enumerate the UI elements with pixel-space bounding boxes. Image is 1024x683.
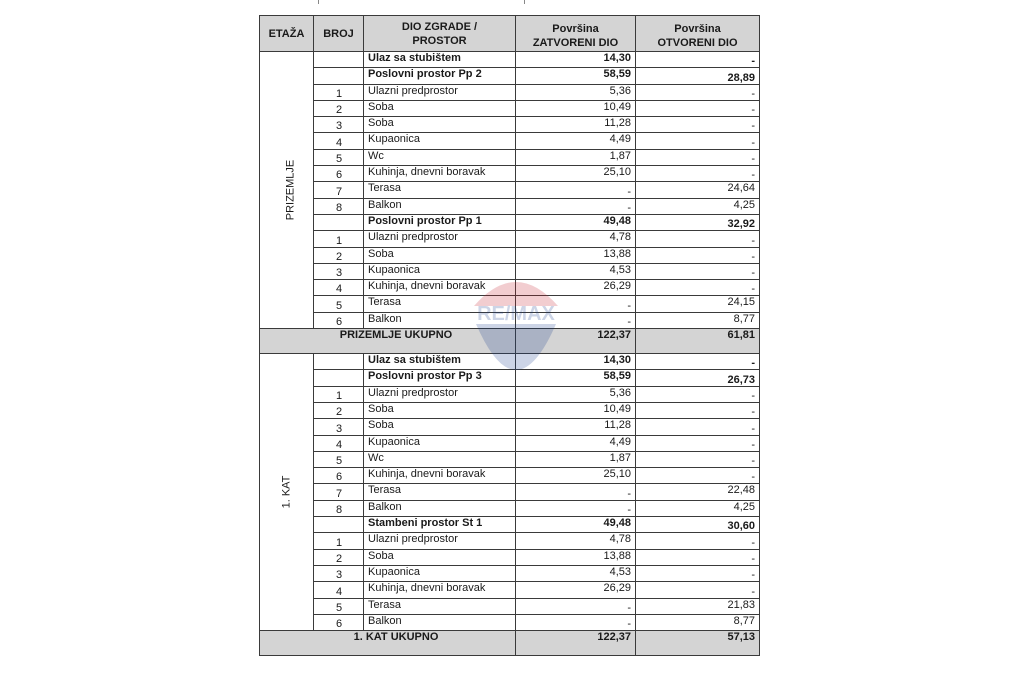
table-row (260, 247, 760, 263)
table-row (260, 517, 760, 533)
dio-cell: Terasa (364, 484, 516, 500)
broj-cell: 6 (314, 468, 364, 484)
broj-cell: 6 (314, 312, 364, 328)
dio-cell: Soba (364, 247, 516, 263)
dio-cell: Soba (364, 100, 516, 116)
total-zatvoreni: 122,37 (516, 329, 636, 354)
broj-cell: 3 (314, 263, 364, 279)
dio-cell: Soba (364, 402, 516, 418)
otvoreni-cell: - (636, 451, 760, 467)
header-otvoreni (636, 16, 760, 52)
dio-cell: Poslovni prostor Pp 2 (364, 68, 516, 84)
table-row (260, 435, 760, 451)
broj-cell: 5 (314, 149, 364, 165)
broj-cell: 4 (314, 133, 364, 149)
otvoreni-cell: - (636, 386, 760, 402)
total-row (260, 329, 760, 354)
broj-cell: 4 (314, 582, 364, 598)
table-row (260, 598, 760, 614)
otvoreni-cell: - (636, 533, 760, 549)
otvoreni-cell: 4,25 (636, 500, 760, 516)
otvoreni-cell: - (636, 84, 760, 100)
table-header (260, 16, 760, 52)
header-dio-line2: PROSTOR (412, 34, 467, 47)
zatvoreni-cell: - (516, 614, 636, 630)
broj-cell: 3 (314, 565, 364, 581)
zatvoreni-cell: 1,87 (516, 149, 636, 165)
otvoreni-cell: - (636, 247, 760, 263)
table-row (260, 133, 760, 149)
zatvoreni-cell: 11,28 (516, 117, 636, 133)
otvoreni-cell: - (636, 549, 760, 565)
zatvoreni-cell: - (516, 198, 636, 214)
table-row (260, 198, 760, 214)
zatvoreni-cell: 4,78 (516, 231, 636, 247)
total-zatvoreni: 122,37 (516, 631, 636, 656)
dio-cell: Ulazni predprostor (364, 386, 516, 402)
otvoreni-cell: - (636, 133, 760, 149)
zatvoreni-cell: 26,29 (516, 582, 636, 598)
table-row (260, 484, 760, 500)
table-row (260, 231, 760, 247)
broj-cell: 6 (314, 614, 364, 630)
zatvoreni-cell: 58,59 (516, 370, 636, 386)
table-row (260, 386, 760, 402)
dio-cell: Kuhinja, dnevni boravak (364, 582, 516, 598)
otvoreni-cell: - (636, 280, 760, 296)
otvoreni-cell: - (636, 402, 760, 418)
table-row (260, 419, 760, 435)
otvoreni-cell: 24,15 (636, 296, 760, 312)
table-row (260, 533, 760, 549)
otvoreni-cell: - (636, 263, 760, 279)
header-dio-zgrade (364, 16, 516, 52)
broj-cell: 2 (314, 247, 364, 263)
area-table-sheet (259, 15, 759, 656)
table-body (260, 52, 760, 656)
zatvoreni-cell: 11,28 (516, 419, 636, 435)
zatvoreni-cell: 1,87 (516, 451, 636, 467)
broj-cell: 2 (314, 549, 364, 565)
dio-cell: Kuhinja, dnevni boravak (364, 280, 516, 296)
otvoreni-cell: 4,25 (636, 198, 760, 214)
edge-tick (318, 0, 319, 4)
broj-cell: 2 (314, 100, 364, 116)
dio-cell: Terasa (364, 182, 516, 198)
dio-cell: Poslovni prostor Pp 1 (364, 214, 516, 230)
header-otv-line2: OTVORENI DIO (657, 37, 738, 49)
header-dio-line1: DIO ZGRADE / (401, 20, 478, 33)
table-row (260, 468, 760, 484)
broj-cell (314, 68, 364, 84)
table-row (260, 166, 760, 182)
broj-cell: 8 (314, 500, 364, 516)
zatvoreni-cell: 49,48 (516, 214, 636, 230)
zatvoreni-cell: 4,53 (516, 263, 636, 279)
zatvoreni-cell: 25,10 (516, 166, 636, 182)
broj-cell (314, 214, 364, 230)
dio-cell: Kupaonica (364, 435, 516, 451)
dio-cell: Wc (364, 149, 516, 165)
otvoreni-cell: - (636, 52, 760, 68)
broj-cell (314, 517, 364, 533)
otvoreni-cell: - (636, 435, 760, 451)
otvoreni-cell: 26,73 (636, 370, 760, 386)
dio-cell: Stambeni prostor St 1 (364, 517, 516, 533)
otvoreni-cell: 8,77 (636, 614, 760, 630)
table-row (260, 52, 760, 68)
total-otvoreni: 57,13 (636, 631, 760, 656)
dio-cell: Soba (364, 549, 516, 565)
total-row (260, 631, 760, 656)
otvoreni-cell: - (636, 100, 760, 116)
zatvoreni-cell: 58,59 (516, 68, 636, 84)
broj-cell (314, 354, 364, 370)
header-otv-line1: Površina (674, 23, 721, 35)
otvoreni-cell: 22,48 (636, 484, 760, 500)
otvoreni-cell: 30,60 (636, 517, 760, 533)
zatvoreni-cell: 13,88 (516, 549, 636, 565)
table-row (260, 500, 760, 516)
broj-cell: 4 (314, 280, 364, 296)
zatvoreni-cell: - (516, 484, 636, 500)
dio-cell: Kupaonica (364, 133, 516, 149)
watermark-text: RE/MAX (477, 303, 555, 325)
zatvoreni-cell: - (516, 598, 636, 614)
dio-cell: Kupaonica (364, 263, 516, 279)
zatvoreni-cell: - (516, 182, 636, 198)
broj-cell (314, 52, 364, 68)
otvoreni-cell: - (636, 582, 760, 598)
zatvoreni-cell: 14,30 (516, 52, 636, 68)
broj-cell: 1 (314, 231, 364, 247)
broj-cell: 5 (314, 451, 364, 467)
zatvoreni-cell: 25,10 (516, 468, 636, 484)
dio-cell: Terasa (364, 598, 516, 614)
broj-cell: 8 (314, 198, 364, 214)
dio-cell: Kuhinja, dnevni boravak (364, 166, 516, 182)
table-row (260, 182, 760, 198)
broj-cell: 7 (314, 484, 364, 500)
broj-cell: 5 (314, 296, 364, 312)
header-zat-line2: ZATVORENI DIO (532, 37, 619, 49)
edge-tick (524, 0, 525, 4)
header-zat-line1: Površina (552, 23, 599, 35)
otvoreni-cell: - (636, 565, 760, 581)
dio-cell: Wc (364, 451, 516, 467)
table-row (260, 614, 760, 630)
dio-cell: Ulazni predprostor (364, 231, 516, 247)
otvoreni-cell: 24,64 (636, 182, 760, 198)
broj-cell: 6 (314, 166, 364, 182)
zatvoreni-cell: - (516, 296, 636, 312)
otvoreni-cell: - (636, 117, 760, 133)
zatvoreni-cell: 13,88 (516, 247, 636, 263)
table-row (260, 100, 760, 116)
broj-cell: 4 (314, 435, 364, 451)
dio-cell: Soba (364, 419, 516, 435)
otvoreni-cell: - (636, 149, 760, 165)
zatvoreni-cell: 49,48 (516, 517, 636, 533)
area-table (259, 15, 760, 656)
dio-cell: Ulazni predprostor (364, 84, 516, 100)
otvoreni-cell: - (636, 166, 760, 182)
top-edge-marks (0, 0, 1024, 8)
total-otvoreni: 61,81 (636, 329, 760, 354)
otvoreni-cell: - (636, 354, 760, 370)
zatvoreni-cell: 5,36 (516, 386, 636, 402)
table-row (260, 451, 760, 467)
otvoreni-cell: 8,77 (636, 312, 760, 328)
table-row (260, 312, 760, 328)
broj-cell: 1 (314, 533, 364, 549)
dio-cell: Ulaz sa stubištem (364, 52, 516, 68)
dio-cell: Balkon (364, 198, 516, 214)
table-row (260, 402, 760, 418)
broj-cell: 3 (314, 419, 364, 435)
table-row (260, 214, 760, 230)
table-row (260, 370, 760, 386)
table-row (260, 582, 760, 598)
broj-cell: 2 (314, 402, 364, 418)
dio-cell: Terasa (364, 296, 516, 312)
otvoreni-cell: 32,92 (636, 214, 760, 230)
dio-cell: Kuhinja, dnevni boravak (364, 468, 516, 484)
table-row (260, 149, 760, 165)
otvoreni-cell: - (636, 231, 760, 247)
otvoreni-cell: - (636, 419, 760, 435)
zatvoreni-cell: 14,30 (516, 354, 636, 370)
etaza-label: 1. KAT (280, 475, 293, 509)
table-row (260, 354, 760, 370)
zatvoreni-cell: - (516, 500, 636, 516)
header-etaza: ETAŽA (260, 16, 314, 52)
total-label: PRIZEMLJE UKUPNO (260, 329, 516, 354)
header-zatvoreni (516, 16, 636, 52)
broj-cell: 7 (314, 182, 364, 198)
zatvoreni-cell: 10,49 (516, 402, 636, 418)
etaza-label: PRIZEMLJE (284, 159, 297, 221)
total-label: 1. KAT UKUPNO (260, 631, 516, 656)
otvoreni-cell: - (636, 468, 760, 484)
dio-cell: Poslovni prostor Pp 3 (364, 370, 516, 386)
table-row (260, 68, 760, 84)
zatvoreni-cell: 10,49 (516, 100, 636, 116)
broj-cell: 5 (314, 598, 364, 614)
table-row (260, 565, 760, 581)
zatvoreni-cell: 4,49 (516, 133, 636, 149)
table-row (260, 280, 760, 296)
dio-cell: Ulazni predprostor (364, 533, 516, 549)
zatvoreni-cell: - (516, 312, 636, 328)
dio-cell: Balkon (364, 312, 516, 328)
broj-cell: 1 (314, 84, 364, 100)
table-row (260, 117, 760, 133)
otvoreni-cell: 28,89 (636, 68, 760, 84)
table-row (260, 263, 760, 279)
zatvoreni-cell: 5,36 (516, 84, 636, 100)
table-row (260, 84, 760, 100)
zatvoreni-cell: 26,29 (516, 280, 636, 296)
dio-cell: Soba (364, 117, 516, 133)
etaza-cell (260, 52, 314, 329)
table-row (260, 549, 760, 565)
dio-cell: Balkon (364, 614, 516, 630)
table-row (260, 296, 760, 312)
dio-cell: Balkon (364, 500, 516, 516)
broj-cell: 1 (314, 386, 364, 402)
zatvoreni-cell: 4,78 (516, 533, 636, 549)
zatvoreni-cell: 4,49 (516, 435, 636, 451)
otvoreni-cell: 21,83 (636, 598, 760, 614)
broj-cell (314, 370, 364, 386)
broj-cell: 3 (314, 117, 364, 133)
dio-cell: Ulaz sa stubištem (364, 354, 516, 370)
header-broj: BROJ (314, 16, 364, 52)
zatvoreni-cell: 4,53 (516, 565, 636, 581)
dio-cell: Kupaonica (364, 565, 516, 581)
etaza-cell (260, 354, 314, 631)
